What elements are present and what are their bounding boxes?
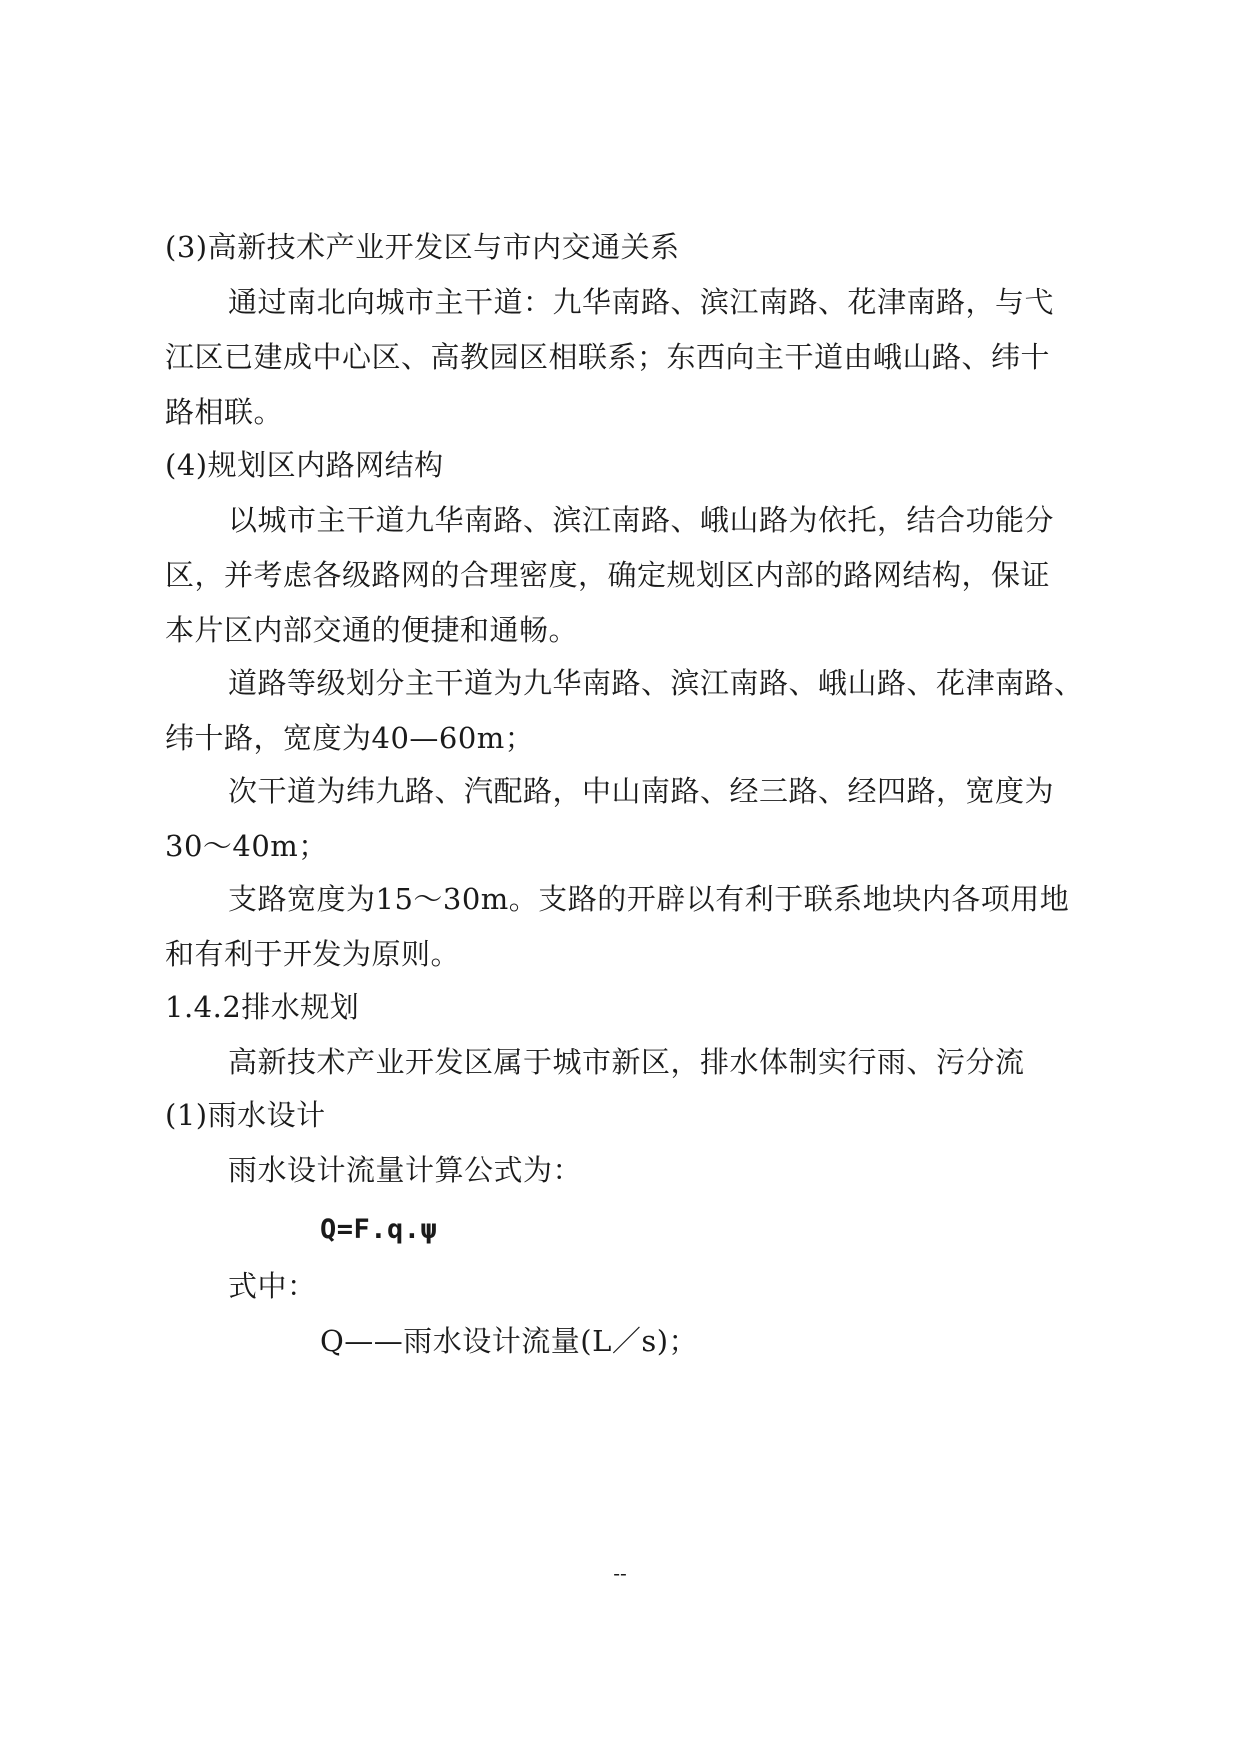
heading-rainwater-design: (1)雨水设计 [165, 1098, 326, 1132]
paragraph-line: 30～40m； [165, 829, 328, 863]
formula: Q=F.q.ψ [320, 1214, 438, 1245]
paragraph-line: 纬十路，宽度为40—60m； [165, 721, 535, 755]
paragraph-line: 通过南北向城市主干道：九华南路、滨江南路、花津南路，与弋 [228, 285, 1055, 319]
paragraph-line: 江区已建成中心区、高教园区相联系；东西向主干道由峨山路、纬十 [165, 340, 1051, 374]
paragraph-line: 路相联。 [165, 395, 284, 429]
heading-traffic-relation: (3)高新技术产业开发区与市内交通关系 [165, 230, 680, 264]
heading-road-network: (4)规划区内路网结构 [165, 448, 444, 482]
paragraph-line: 道路等级划分主干道为九华南路、滨江南路、峨山路、花津南路、 [228, 666, 1084, 700]
paragraph-line: 高新技术产业开发区属于城市新区，排水体制实行雨、污分流 [228, 1045, 1025, 1079]
page-footer: -- [613, 1561, 627, 1585]
paragraph-line: 区，并考虑各级路网的合理密度，确定规划区内部的路网结构，保证 [165, 558, 1051, 592]
paragraph-line: 支路宽度为15～30m。支路的开辟以有利于联系地块内各项用地 [228, 882, 1070, 916]
paragraph-line: 和有利于开发为原则。 [165, 937, 461, 971]
paragraph-line: 本片区内部交通的便捷和通畅。 [165, 613, 579, 647]
paragraph-line: 次干道为纬九路、汽配路，中山南路、经三路、经四路，宽度为 [228, 774, 1055, 808]
heading-drainage-plan: 1.4.2排水规划 [165, 990, 360, 1024]
paragraph-line: 式中： [228, 1269, 317, 1303]
variable-definition: Q——雨水设计流量(L／s)； [320, 1324, 699, 1358]
paragraph-line: 雨水设计流量计算公式为： [228, 1153, 583, 1187]
paragraph-line: 以城市主干道九华南路、滨江南路、峨山路为依托，结合功能分 [228, 503, 1055, 537]
